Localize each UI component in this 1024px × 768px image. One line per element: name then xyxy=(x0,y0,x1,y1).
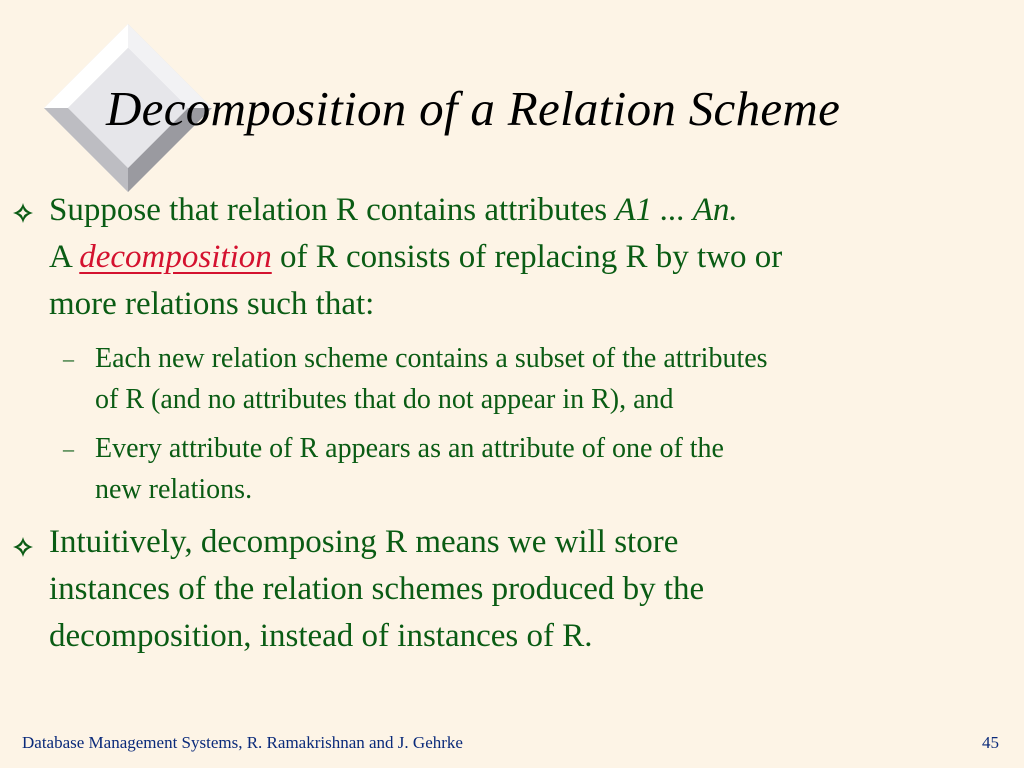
bullet-2-line-1: Intuitively, decomposing R means we will store xyxy=(49,524,679,560)
subbullet-1-line-2: of R (and no attributes that do not appear in R), and xyxy=(95,384,674,415)
bullet-diamond-icon xyxy=(12,536,34,558)
bullet-diamond-icon xyxy=(12,202,34,224)
decomposition-keyword: decomposition xyxy=(79,239,272,275)
bullet-2-line-3: decomposition, instead of instances of R. xyxy=(49,618,593,654)
subbullet-2-line-2: new relations. xyxy=(95,474,253,505)
bullet-1-line-3: more relations such that: xyxy=(49,286,375,322)
subbullet-2-line-1: Every attribute of R appears as an attribute of one of the xyxy=(95,433,724,464)
footer-credit: Database Management Systems, R. Ramakrishnan and J. Gehrke xyxy=(22,733,463,752)
subbullet-1-dash: – xyxy=(63,346,74,371)
subbullet-1-line-1: Each new relation scheme contains a subset of the attributes xyxy=(95,343,768,374)
bullet-1-line-1: Suppose that relation R contains attributes A1 ... An. xyxy=(49,192,738,228)
bullet-2-line-2: instances of the relation schemes produced by the xyxy=(49,571,705,607)
bullet-1-line-2: A decomposition of R consists of replacing R by two or xyxy=(49,239,783,275)
subbullet-2-dash: – xyxy=(63,436,74,461)
slide-title: Decomposition of a Relation Scheme xyxy=(106,81,841,136)
attribute-range: A1 ... An. xyxy=(615,192,738,228)
page-number: 45 xyxy=(982,733,999,752)
